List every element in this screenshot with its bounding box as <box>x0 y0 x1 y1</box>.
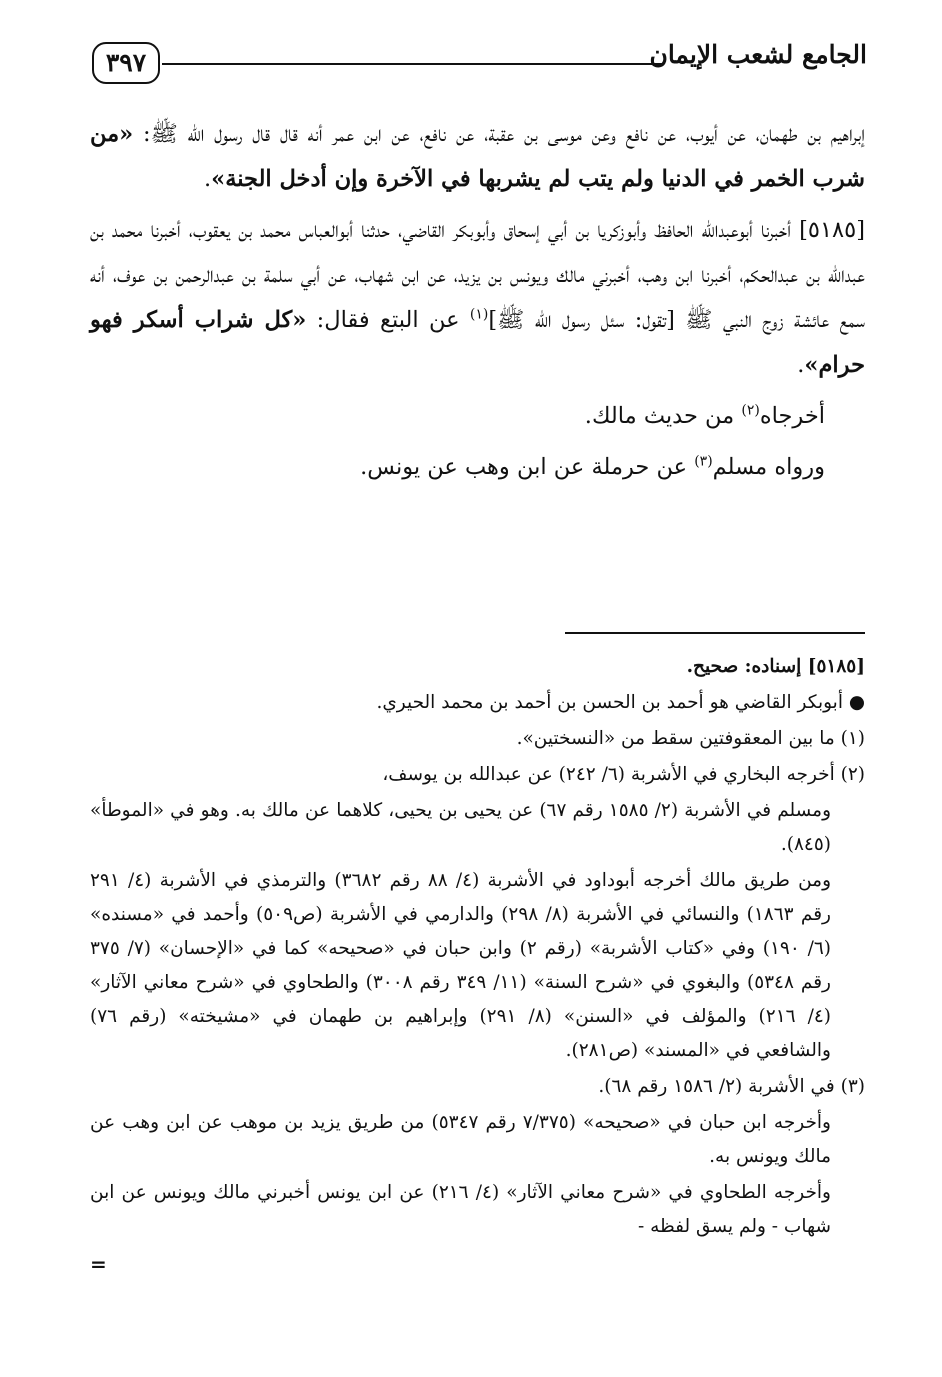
note-bullet: ● أبوبكر القاضي هو أحمد بن الحسن بن أحمد بن محمد الحيري. <box>376 692 865 713</box>
p2-hadith: «كل شراب أسكر فهو حرام» <box>90 307 865 378</box>
footnote-3-continued-a: وأخرجه ابن حبان في «صحيحه» (٧/٣٧٥ رقم ٥٣٤٧) من طريق يزيد بن موهب عن ابن وهب عن مالك ويونس به. <box>90 1112 831 1167</box>
paragraph-4 <box>90 445 865 490</box>
footnote-2: (٢) أخرجه البخاري في الأشربة (٦/ ٢٤٢) عن عبدالله بن يوسف، <box>382 764 865 785</box>
footnote-2-continued-a: ومسلم في الأشربة (٢/ ١٥٨٥ رقم ٦٧) عن يحيى بن يحيى، كلاهما عن مالك به. وهو في «الموطأ» (٨٤٥). <box>90 800 831 855</box>
footnote-ref-1: (١) <box>469 306 489 323</box>
note-isnad-text: إسناده: صحيح. <box>686 656 808 677</box>
footnote-3: (٣) في الأشربة (٢/ ١٥٨٦ رقم ٦٨). <box>598 1076 865 1097</box>
header-rule <box>162 63 662 65</box>
note-isnad <box>90 650 865 684</box>
p1-end: . <box>203 166 212 192</box>
p3-text-a: أخرجاه <box>759 403 825 429</box>
p4-text-b: عن حرملة عن ابن وهب عن يونس. <box>360 454 695 480</box>
p1-text: إبراهيم بن طهمان، عن أيوب، عن نافع وعن موسى بن عقبة، عن نافع، عن ابن عمر أنه قال قال رسول الله ﷺ: <box>133 121 865 147</box>
footnotes <box>90 650 865 1246</box>
footnote-3-continued-b: وأخرجه الطحاوي في «شرح معاني الآثار» (٤/ ٢١٦) عن ابن يونس أخبرني مالك ويونس عن ابن شهاب - ولم يسق لفظه - <box>90 1182 831 1237</box>
paragraph-3 <box>90 394 865 439</box>
footnote-ref-3: (٣) <box>694 453 713 470</box>
p2-text-a: أخبرنا أبوعبدالله الحافظ وأبوزكريا بن أبي إسحاق وأبوبكر القاضي، حدثنا أبوالعباس محمد بن يعقوب، أخبرنا محمد بن عبدالله بن عبدالحكم، أخبرنا ابن وهب، أخبرني مالك ويونس بن يزيد، عن ابن شهاب، عن أبي سلمة بن عبدالرحمن بن عوف، أنه سمع عائشة زوج النبي ﷺ [تقول: سئل رسول الله ﷺ] <box>90 217 865 333</box>
page-header <box>92 38 867 88</box>
footnote-2-continued-b: ومن طريق مالك أخرجه أبوداود في الأشربة (٤/ ٨٨ رقم ٣٦٨٢) والترمذي في الأشربة (٤/ ٢٩١ رقم ١٨٦٣) والنسائي في الأشربة (٨/ ٢٩٨) والدارمي في الأشربة (ص٥٠٩) وأحمد في «مسنده» (٦/ ١٩٠) وفي «كتاب الأشربة» (رقم ٢) وابن حبان في «صحيحه» كما في «الإحسان» (٧/ ٣٧٥ رقم ٥٣٤٨) والبغوي في «شرح السنة» (١١/ ٣٤٩ رقم ٣٠٠٨) والطحاوي في «شرح معاني الآثار» (٤/ ٢١٦) والمؤلف في «السنن» (٨/ ٢٩١) وإبراهيم بن طهمان في «مشيخته» (رقم ٧٦) والشافعي في «المسند» (ص٢٨١). <box>90 870 831 1061</box>
book-title: الجامع لشعب الإيمان <box>649 40 867 69</box>
footnote-ref-2: (٢) <box>741 402 760 419</box>
paragraph-1 <box>90 112 865 202</box>
p1-hadith: «من شرب الخمر في الدنيا ولم يتب لم يشربها في الآخرة وإن أدخل الجنة» <box>90 121 865 192</box>
p4-text-a: ورواه مسلم <box>712 454 825 480</box>
footnote-separator <box>565 632 865 634</box>
p2-text-b: عن البتع فقال: <box>306 307 470 333</box>
page-number: ٣٩٧ <box>92 42 160 84</box>
main-text <box>90 112 865 496</box>
note-number: [٥١٨٥] <box>807 656 865 677</box>
footnote-1: (١) ما بين المعقوفتين سقط من «النسختين». <box>516 728 865 749</box>
continuation-mark: = <box>90 1252 107 1276</box>
hadith-number: [٥١٨٥] <box>799 217 865 243</box>
p3-text-b: من حديث مالك. <box>584 403 742 429</box>
p2-end: . <box>797 352 805 378</box>
paragraph-5185 <box>90 208 865 388</box>
